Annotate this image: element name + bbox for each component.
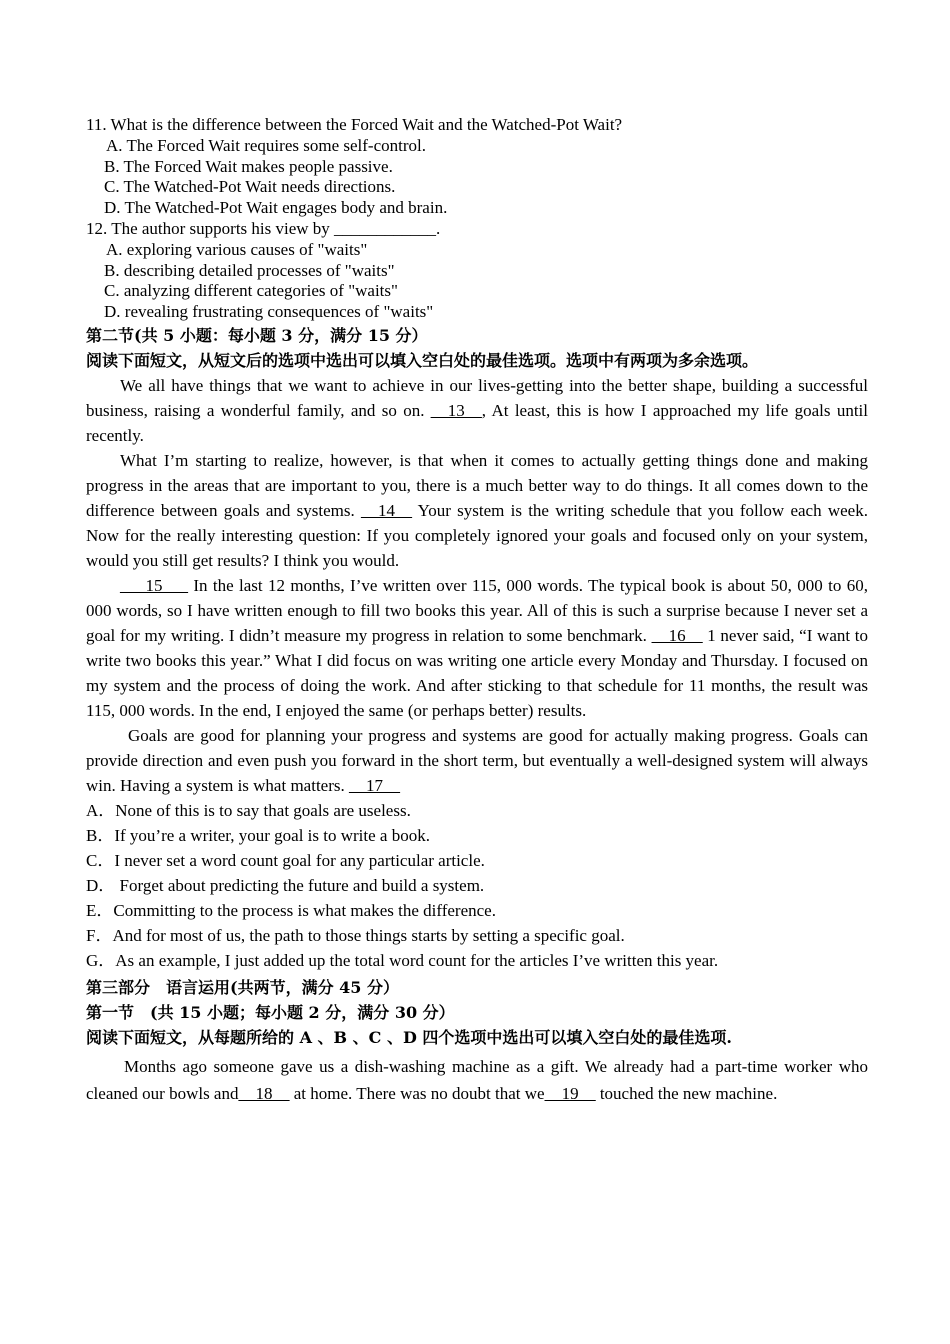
question-12 bbox=[86, 219, 868, 323]
blank-15: ___15___ bbox=[120, 575, 188, 595]
option-c: C. The Watched-Pot Wait needs directions. bbox=[104, 177, 396, 197]
section2-heading: 第二节(共 5 小题：每小题 3 分，满分 15 分） bbox=[86, 325, 428, 345]
option-d: D. The Watched-Pot Wait engages body and brain. bbox=[104, 198, 448, 218]
passage-paragraph-1 bbox=[86, 373, 868, 448]
passage-text: Your system is the writing schedule that you follow each week. Now for the really interesting question: If you completely ignored your goals and focused only on your system, would you still get results? I think you would. bbox=[86, 500, 868, 570]
passage-paragraph-2 bbox=[86, 448, 868, 573]
question-11 bbox=[86, 115, 868, 219]
choice-b: B．If you’re a writer, your goal is to write a book. bbox=[86, 825, 430, 845]
option-a: A. exploring various causes of "waits" bbox=[106, 239, 368, 259]
option-c: C. analyzing different categories of "waits" bbox=[104, 281, 398, 301]
blank-18: __18__ bbox=[238, 1083, 290, 1103]
passage-text: at home. There was no doubt that we bbox=[289, 1083, 545, 1103]
part3-instruction: 阅读下面短文，从每题所给的 A 、B 、C 、D 四个选项中选出可以填入空白处的最佳选项. bbox=[86, 1027, 732, 1047]
choice-f: F．And for most of us, the path to those things starts by setting a specific goal. bbox=[86, 925, 625, 945]
blank-17: __17__ bbox=[349, 775, 400, 795]
choice-a: A．None of this is to say that goals are useless. bbox=[86, 800, 411, 820]
option-b: B. The Forced Wait makes people passive. bbox=[104, 156, 393, 176]
cloze-paragraph-1 bbox=[86, 1053, 868, 1107]
part3-subheading: 第一节 (共 15 小题；每小题 2 分，满分 30 分） bbox=[86, 1002, 455, 1022]
choice-g: G．As an example, I just added up the total word count for the articles I’ve written this year. bbox=[86, 950, 719, 970]
option-b: B. describing detailed processes of "waits" bbox=[104, 260, 395, 280]
blank-16: __16__ bbox=[651, 625, 703, 645]
choice-list bbox=[86, 798, 868, 973]
choice-e: E．Committing to the process is what makes the difference. bbox=[86, 900, 496, 920]
choice-c: C．I never set a word count goal for any particular article. bbox=[86, 850, 485, 870]
blank-14: __14__ bbox=[361, 500, 413, 520]
passage-text: 1 never said, “I want to write two books this year.” What I did focus on was writing one article every Monday and Thursday. I focused on my system and the process of doing the work. And after sticking to that schedule for 11 months, the result was 115, 000 words. In the end, I enjoyed the same (or perhaps better) results. bbox=[86, 625, 868, 720]
passage-text: What I’m starting to realize, however, is that when it comes to actually getting things done and making progress in the areas that are important to you, there is a much better way to do things. It all comes down to the difference between goals and systems. bbox=[86, 450, 868, 520]
passage-text: , At least, this is how I approached my life goals until recently. bbox=[86, 400, 868, 445]
passage-text: We all have things that we want to achieve in our lives-getting into the better shape, building a successful business, raising a wonderful family, and so on. bbox=[86, 375, 868, 420]
blank-13: __13__ bbox=[430, 400, 482, 420]
question-stem: 12. The author supports his view by ____________. bbox=[86, 218, 441, 238]
part3-heading: 第三部分 语言运用(共两节，满分 45 分） bbox=[86, 977, 399, 997]
passage-paragraph-4 bbox=[86, 723, 868, 798]
option-d: D. revealing frustrating consequences of "waits" bbox=[104, 302, 434, 322]
section2-instruction: 阅读下面短文，从短文后的选项中选出可以填入空白处的最佳选项。选项中有两项为多余选项。 bbox=[86, 350, 759, 370]
passage-text: Goals are good for planning your progress and systems are good for actually making progress. Goals can provide direction and even push you forward in the short term, but eventually a well-designed system will always win. Having a system is what matters. bbox=[86, 725, 868, 795]
passage-paragraph-3 bbox=[86, 573, 868, 723]
blank-19: __19__ bbox=[544, 1083, 596, 1103]
option-a: A. The Forced Wait requires some self-control. bbox=[106, 135, 426, 155]
passage-text: In the last 12 months, I’ve written over 115, 000 words. The typical book is about 50, 000 to 60, 000 words, so I have written enough to fill two books this year. All of this is such a surprise because I never set a goal for my writing. I didn’t measure my progress in relation to some benchmark. bbox=[86, 575, 868, 645]
exam-page bbox=[86, 115, 868, 1107]
passage-text: touched the new machine. bbox=[595, 1083, 778, 1103]
choice-d: D． Forget about predicting the future and build a system. bbox=[86, 875, 485, 895]
passage-text: Months ago someone gave us a dish-washing machine as a gift. We already had a part-time worker who cleaned our bowls and bbox=[86, 1056, 868, 1103]
question-stem: 11. What is the difference between the Forced Wait and the Watched-Pot Wait? bbox=[86, 115, 623, 134]
